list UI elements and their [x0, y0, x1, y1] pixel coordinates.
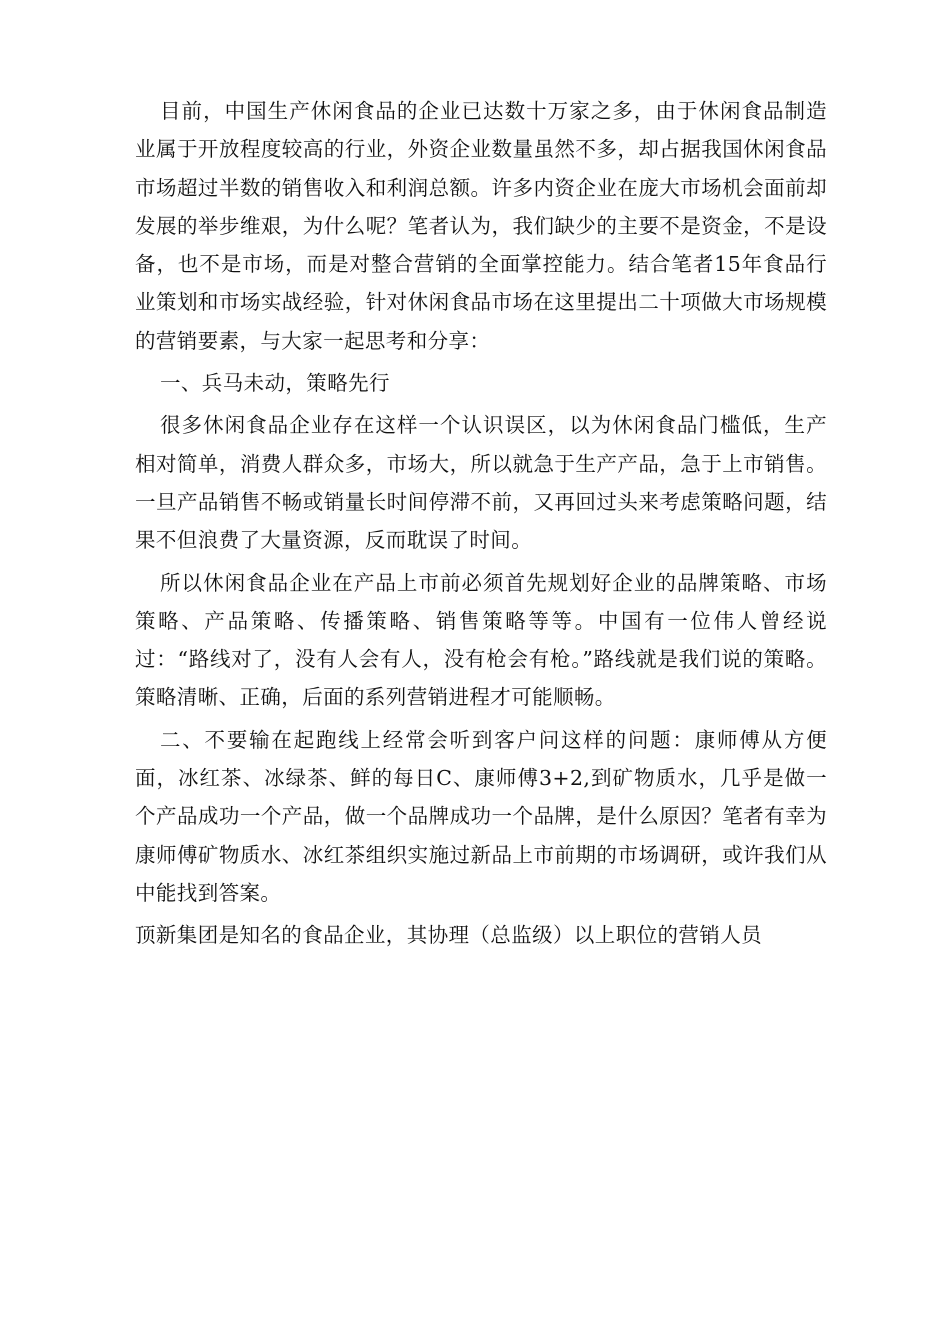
document-body — [135, 92, 827, 959]
intro-paragraph: 目前，中国生产休闲食品的企业已达数十万家之多，由于休闲食品制造业属于开放程度较高的行业，外资企业数量虽然不多，却占据我国休闲食品市场超过半数的销售收入和利润总额。许多内资企业在庞大市场机会面前却发展的举步维艰，为什么呢？笔者认为，我们缺少的主要不是资金，不是设备，也不是市场，而是对整合营销的全面掌控能力。结合笔者15年食品行业策划和市场实战经验，针对休闲食品市场在这里提出二十项做大市场规模的营销要素，与大家一起思考和分享： — [135, 99, 827, 353]
section-1-paragraph-1: 很多休闲食品企业存在这样一个认识误区，以为休闲食品门槛低，生产相对简单，消费人群众多，市场大，所以就急于生产产品，急于上市销售。一旦产品销售不畅或销量长时间停滞不前，又再回过头来考虑策略问题，结果不但浪费了大量资源，反而耽误了时间。 — [135, 413, 827, 553]
section-2-paragraph: 二、不要输在起跑线上经常会听到客户问这样的问题：康师傅从方便面，冰红茶、冰绿茶、鲜的每日C、康师傅3+2,到矿物质水，几乎是做一个产品成功一个产品，做一个品牌成功一个品牌，是什么原因？笔者有幸为康师傅矿物质水、冰红茶组织实施过新品上市前期的市场调研，或许我们从中能找到答案。 — [135, 727, 827, 905]
closing-paragraph: 顶新集团是知名的食品企业，其协理（总监级）以上职位的营销人员 — [135, 923, 762, 948]
section-heading-1: 一、兵马未动，策略先行 — [160, 371, 390, 396]
section-1-paragraph-2: 所以休闲食品企业在产品上市前必须首先规划好企业的品牌策略、市场策略、产品策略、传播策略、销售策略等等。中国有一位伟人曾经说过：“路线对了，没有人会有人，没有枪会有枪。”路线就是我们说的策略。策略清晰、正确，后面的系列营销进程才可能顺畅。 — [135, 570, 827, 710]
